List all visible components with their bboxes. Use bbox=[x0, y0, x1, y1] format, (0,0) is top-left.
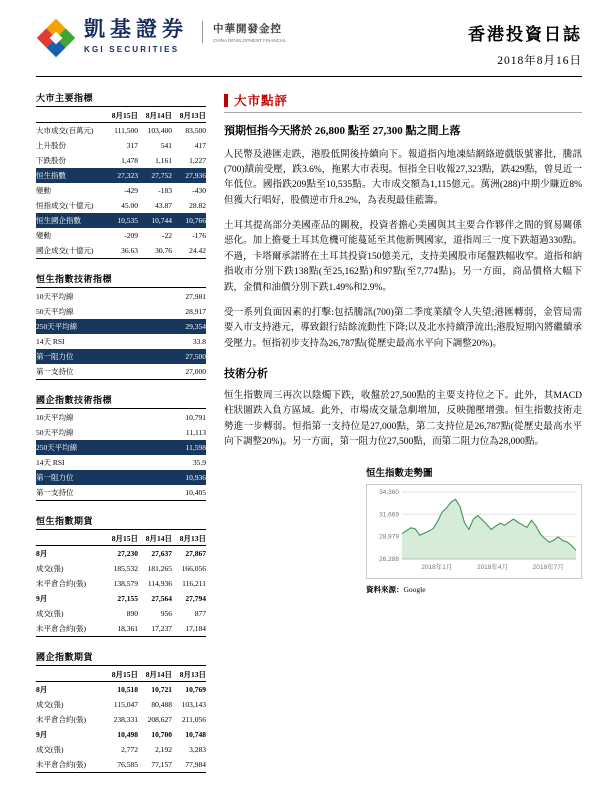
row-value: 111,500 bbox=[114, 126, 138, 135]
svg-text:34,360: 34,360 bbox=[379, 488, 399, 496]
table-row bbox=[36, 470, 206, 485]
left-column bbox=[36, 91, 206, 786]
header-cell bbox=[36, 667, 104, 682]
row-value: 77,157 bbox=[138, 757, 172, 773]
row-value: 80,488 bbox=[151, 700, 172, 709]
row-label: 第一阻力位 bbox=[36, 349, 172, 364]
table-row bbox=[36, 243, 206, 259]
table-row bbox=[36, 289, 206, 304]
header-cell: 8月14日 bbox=[138, 531, 172, 546]
row-label: 恒生國企指數 bbox=[36, 213, 104, 228]
header-cell: 8月14日 bbox=[138, 667, 172, 682]
row-value: 114,936 bbox=[147, 579, 172, 588]
row-label: 14天 RSI bbox=[36, 337, 65, 346]
chart-title: 恒生指數走勢圖 bbox=[366, 468, 433, 479]
row-value: 3,283 bbox=[189, 745, 206, 754]
hcei-futures-table bbox=[36, 667, 206, 773]
hcei-technical-section bbox=[36, 393, 206, 501]
table-row bbox=[36, 168, 206, 183]
row-value: 10,535 bbox=[104, 213, 138, 228]
technical-analysis-title: 技術分析 bbox=[224, 368, 268, 380]
row-label: 第一支持位 bbox=[36, 485, 172, 501]
hsi-technical-section bbox=[36, 272, 206, 380]
row-value: 27,564 bbox=[151, 594, 172, 603]
hcei-technical-table bbox=[36, 410, 206, 501]
row-label: 8月 bbox=[36, 549, 48, 558]
hcei-futures-section bbox=[36, 650, 206, 773]
row-value: 30.76 bbox=[138, 243, 172, 259]
table-header-row bbox=[36, 108, 206, 123]
row-label: 成交(張) bbox=[36, 745, 64, 754]
row-value: 27,155 bbox=[117, 594, 138, 603]
row-value: 115,047 bbox=[113, 700, 138, 709]
header-cell: 8月14日 bbox=[138, 108, 172, 123]
table-row bbox=[36, 410, 206, 425]
row-value: 541 bbox=[160, 141, 172, 150]
row-value: 10,518 bbox=[117, 685, 138, 694]
technical-analysis-paragraph: 恒生指數周三再次以陰燭下跌，收盤於27,500點的主要支持位之下。此外，其MACD柱狀圖跌入負方區域。此外，市場成交量急劇增加，反映拋壓增強。恒生指數技術走勢進一步轉弱。恒指第一支持位是27,000點，第二支持位是26,787點(從歷史最高水平向下調整20%)。另一方面，第一阻力位27,500點，而第二阻力位為28,000點。 bbox=[224, 391, 582, 448]
table-row bbox=[36, 546, 206, 562]
row-value: 27,981 bbox=[185, 292, 206, 301]
row-value: 185,532 bbox=[113, 564, 138, 573]
row-value: -22 bbox=[162, 231, 172, 240]
content-columns bbox=[36, 91, 582, 786]
table-row bbox=[36, 425, 206, 440]
row-label: 50天平均線 bbox=[36, 307, 74, 316]
row-value: 33.8 bbox=[192, 337, 206, 346]
table-row bbox=[36, 304, 206, 319]
header-cell: 8月13日 bbox=[172, 667, 206, 682]
row-label: 大市成交(百萬元) bbox=[36, 126, 94, 135]
row-value: 28,917 bbox=[185, 307, 206, 316]
table-row bbox=[36, 123, 206, 139]
row-label: 成交(張) bbox=[36, 564, 64, 573]
row-label: 上升股份 bbox=[36, 141, 66, 150]
row-value: 116,211 bbox=[182, 579, 206, 588]
row-label: 未平倉合約(張) bbox=[36, 757, 104, 773]
hsi-futures-section bbox=[36, 514, 206, 637]
data-source-value: Google bbox=[403, 584, 426, 594]
row-label: 9月 bbox=[36, 730, 48, 739]
row-value: 45.00 bbox=[121, 201, 138, 210]
row-value: 10,498 bbox=[117, 730, 138, 739]
table-row bbox=[36, 682, 206, 698]
row-value: 103,143 bbox=[181, 700, 206, 709]
row-label: 成交(張) bbox=[36, 609, 64, 618]
brand-block bbox=[84, 18, 188, 54]
commentary-paragraph: 人民幣及港匯走跌，港股低開後持續向下。報道指內地凍結網絡遊戲版號審批，騰訊(700)績前受壓，跌3.6%，拖累大市表現。恒指全日收報27,323點，跌429點，曾見近一年低位。國指跌209點至10,535點。大市成交額為1,115億元。萬洲(288)中期少賺近8%但獲大行唱好，股價逆市升8.2%，為表現最佳藍籌。 bbox=[224, 149, 582, 206]
section-title: 恒生指數期貨 bbox=[36, 514, 206, 530]
table-row bbox=[36, 213, 206, 228]
row-value: 28.82 bbox=[189, 201, 206, 210]
table-row bbox=[36, 153, 206, 168]
row-value: 83,500 bbox=[185, 126, 206, 135]
row-label: 14天 RSI bbox=[36, 458, 65, 467]
header-cell: 8月13日 bbox=[172, 531, 206, 546]
row-value: 11,113 bbox=[185, 428, 206, 437]
commentary-title: 大市點評 bbox=[234, 94, 289, 108]
svg-text:2018年4月: 2018年4月 bbox=[476, 563, 509, 571]
group-name-cn: 中華開發金控 bbox=[213, 24, 282, 35]
report-date: 2018年8月16日 bbox=[497, 55, 582, 67]
table-row bbox=[36, 561, 206, 576]
row-value: -209 bbox=[124, 231, 138, 240]
row-label: 8月 bbox=[36, 685, 48, 694]
header-cell: 8月15日 bbox=[104, 531, 138, 546]
table-row bbox=[36, 712, 206, 727]
table-row bbox=[36, 319, 206, 334]
header-cell bbox=[36, 108, 104, 123]
table-row bbox=[36, 757, 206, 773]
row-label: 恒指成交(十億元) bbox=[36, 201, 94, 210]
table-row bbox=[36, 198, 206, 213]
row-value: 317 bbox=[126, 141, 138, 150]
data-source bbox=[366, 584, 582, 595]
brand-name-en: KGI SECURITIES bbox=[84, 45, 180, 55]
section-title: 國企指數期貨 bbox=[36, 650, 206, 666]
row-value: 1,478 bbox=[121, 156, 138, 165]
header-cell: 8月15日 bbox=[104, 108, 138, 123]
row-value: 2,772 bbox=[121, 745, 138, 754]
table-row bbox=[36, 138, 206, 153]
report-header bbox=[36, 18, 582, 77]
row-label: 國企成交(十億元) bbox=[36, 243, 104, 259]
row-value: 10,766 bbox=[172, 213, 206, 228]
table-row bbox=[36, 228, 206, 243]
group-name-en: CHINA DEVELOPMENT FINANCIAL bbox=[213, 38, 287, 43]
kgi-logo-icon bbox=[36, 18, 76, 58]
hsi-trend-chart-block bbox=[366, 465, 582, 595]
row-value: 27,000 bbox=[172, 364, 206, 380]
hsi-technical-table bbox=[36, 289, 206, 380]
row-value: 11,598 bbox=[172, 440, 206, 455]
row-value: 10,405 bbox=[172, 485, 206, 501]
row-value: 27,794 bbox=[185, 594, 206, 603]
commentary-paragraph: 受一系列負面因素的打擊:包括騰訊(700)第二季度業績令人失望;港匯轉弱，金管局需要入市支持港元，導致銀行結餘流動性下降;以及北水持續淨流出;港股短期內將繼續承受壓力。恒指初步支持為26,787點(從歷史最高水平向下調整20%)。 bbox=[224, 307, 582, 349]
row-value: 43.87 bbox=[155, 201, 172, 210]
row-value: 181,265 bbox=[147, 564, 172, 573]
table-row bbox=[36, 183, 206, 198]
row-value: 27,637 bbox=[151, 549, 172, 558]
row-value: 76,585 bbox=[104, 757, 138, 773]
row-value: 17,184 bbox=[172, 621, 206, 637]
table-header-row bbox=[36, 531, 206, 546]
right-column bbox=[224, 91, 582, 786]
row-value: 10,700 bbox=[151, 730, 172, 739]
row-label: 變動 bbox=[36, 186, 51, 195]
row-value: 417 bbox=[194, 141, 206, 150]
row-label: 恒生指數 bbox=[36, 168, 104, 183]
row-value: 27,867 bbox=[185, 549, 206, 558]
header-cell: 8月13日 bbox=[172, 108, 206, 123]
report-title-block bbox=[468, 20, 582, 68]
row-value: -183 bbox=[158, 186, 172, 195]
report-title: 香港投資日誌 bbox=[468, 25, 582, 44]
row-value: 36.63 bbox=[104, 243, 138, 259]
section-title: 大市主要指標 bbox=[36, 91, 206, 107]
data-source-label: 資料來源： bbox=[366, 584, 404, 594]
row-value: -176 bbox=[192, 231, 206, 240]
table-row bbox=[36, 485, 206, 501]
table-row bbox=[36, 742, 206, 757]
table-row bbox=[36, 621, 206, 637]
row-value: 2,192 bbox=[155, 745, 172, 754]
commentary-headline: 預期恒指今天將於 26,800 點至 27,300 點之間上落 bbox=[224, 125, 461, 137]
table-row bbox=[36, 606, 206, 621]
row-value: 138,579 bbox=[113, 579, 138, 588]
table-row bbox=[36, 576, 206, 591]
svg-text:28,979: 28,979 bbox=[379, 533, 399, 541]
row-label: 250天平均線 bbox=[36, 440, 172, 455]
market-indicators-section bbox=[36, 91, 206, 259]
row-value: 956 bbox=[160, 609, 172, 618]
row-value: 890 bbox=[126, 609, 138, 618]
row-label: 變動 bbox=[36, 231, 51, 240]
row-value: 103,400 bbox=[147, 126, 172, 135]
header-cell bbox=[36, 531, 104, 546]
svg-text:2018年1月: 2018年1月 bbox=[421, 563, 453, 571]
row-value: 1,227 bbox=[189, 156, 206, 165]
row-value: 35.9 bbox=[192, 458, 206, 467]
row-value: 10,721 bbox=[151, 685, 172, 694]
row-value: -429 bbox=[124, 186, 138, 195]
table-row bbox=[36, 440, 206, 455]
hsi-futures-table bbox=[36, 531, 206, 637]
row-value: 27,752 bbox=[138, 168, 172, 183]
row-value: 17,237 bbox=[138, 621, 172, 637]
row-value: 24.42 bbox=[172, 243, 206, 259]
svg-text:26,288: 26,288 bbox=[379, 555, 399, 563]
table-row bbox=[36, 334, 206, 349]
row-value: 18,361 bbox=[104, 621, 138, 637]
row-label: 未平倉合約(張) bbox=[36, 579, 86, 588]
row-value: 10,791 bbox=[185, 413, 206, 422]
commentary-paragraph: 土耳其提高部分美國產品的關稅，投資者擔心美國與其主要合作夥伴之間的貿易關係惡化。加上擔憂土耳其危機可能蔓延至其他新興國家，道指周三一度下跌超過330點。不過，卡塔爾承諾將在土耳其投資150億美元，支持美國股市尾盤跌幅收窄。道指和納指收市分別下跌138點(至25,162點)和97點(至7,774點)。另一方面，商品價格大幅下跌，金價和油價分別下跌1.49%和2.9%。 bbox=[224, 221, 582, 293]
group-block bbox=[202, 21, 287, 43]
row-value: 1,161 bbox=[155, 156, 172, 165]
table-row bbox=[36, 455, 206, 470]
row-value: 27,936 bbox=[172, 168, 206, 183]
row-label: 50天平均線 bbox=[36, 428, 74, 437]
row-label: 9月 bbox=[36, 594, 48, 603]
table-header-row bbox=[36, 667, 206, 682]
section-title: 國企指數技術指標 bbox=[36, 393, 206, 409]
brand-name-cn: 凱基證券 bbox=[84, 17, 188, 41]
table-row bbox=[36, 591, 206, 606]
row-label: 10天平均線 bbox=[36, 413, 74, 422]
hsi-trend-chart bbox=[366, 484, 582, 579]
row-value: 238,331 bbox=[113, 715, 138, 724]
row-value: 166,056 bbox=[181, 564, 206, 573]
row-label: 第一支持位 bbox=[36, 364, 172, 380]
row-value: 27,230 bbox=[117, 549, 138, 558]
row-value: 10,744 bbox=[138, 213, 172, 228]
row-label: 未平倉合約(張) bbox=[36, 621, 104, 637]
red-bar bbox=[224, 94, 228, 107]
commentary-header bbox=[224, 91, 582, 113]
row-value: 10,769 bbox=[185, 685, 206, 694]
row-label: 250天平均線 bbox=[36, 319, 172, 334]
row-value: 10,936 bbox=[172, 470, 206, 485]
row-label: 成交(張) bbox=[36, 700, 64, 709]
row-label: 10天平均線 bbox=[36, 292, 74, 301]
row-value: 27,500 bbox=[172, 349, 206, 364]
section-title: 恒生指數技術指標 bbox=[36, 272, 206, 288]
row-label: 未平倉合約(張) bbox=[36, 715, 86, 724]
row-value: 211,056 bbox=[181, 715, 206, 724]
table-row bbox=[36, 364, 206, 380]
row-value: 208,627 bbox=[147, 715, 172, 724]
svg-text:31,669: 31,669 bbox=[379, 510, 399, 518]
chart-svg bbox=[368, 486, 580, 572]
row-value: 877 bbox=[194, 609, 206, 618]
table-row bbox=[36, 697, 206, 712]
row-label: 第一阻力位 bbox=[36, 470, 172, 485]
row-label: 下跌股份 bbox=[36, 156, 66, 165]
row-value: 27,323 bbox=[104, 168, 138, 183]
table-row bbox=[36, 727, 206, 742]
row-value: -430 bbox=[192, 186, 206, 195]
row-value: 10,748 bbox=[185, 730, 206, 739]
svg-text:2018年7月: 2018年7月 bbox=[532, 563, 564, 571]
market-indicators-table bbox=[36, 108, 206, 259]
header-cell: 8月15日 bbox=[104, 667, 138, 682]
row-value: 29,354 bbox=[172, 319, 206, 334]
table-row bbox=[36, 349, 206, 364]
row-value: 77,984 bbox=[172, 757, 206, 773]
